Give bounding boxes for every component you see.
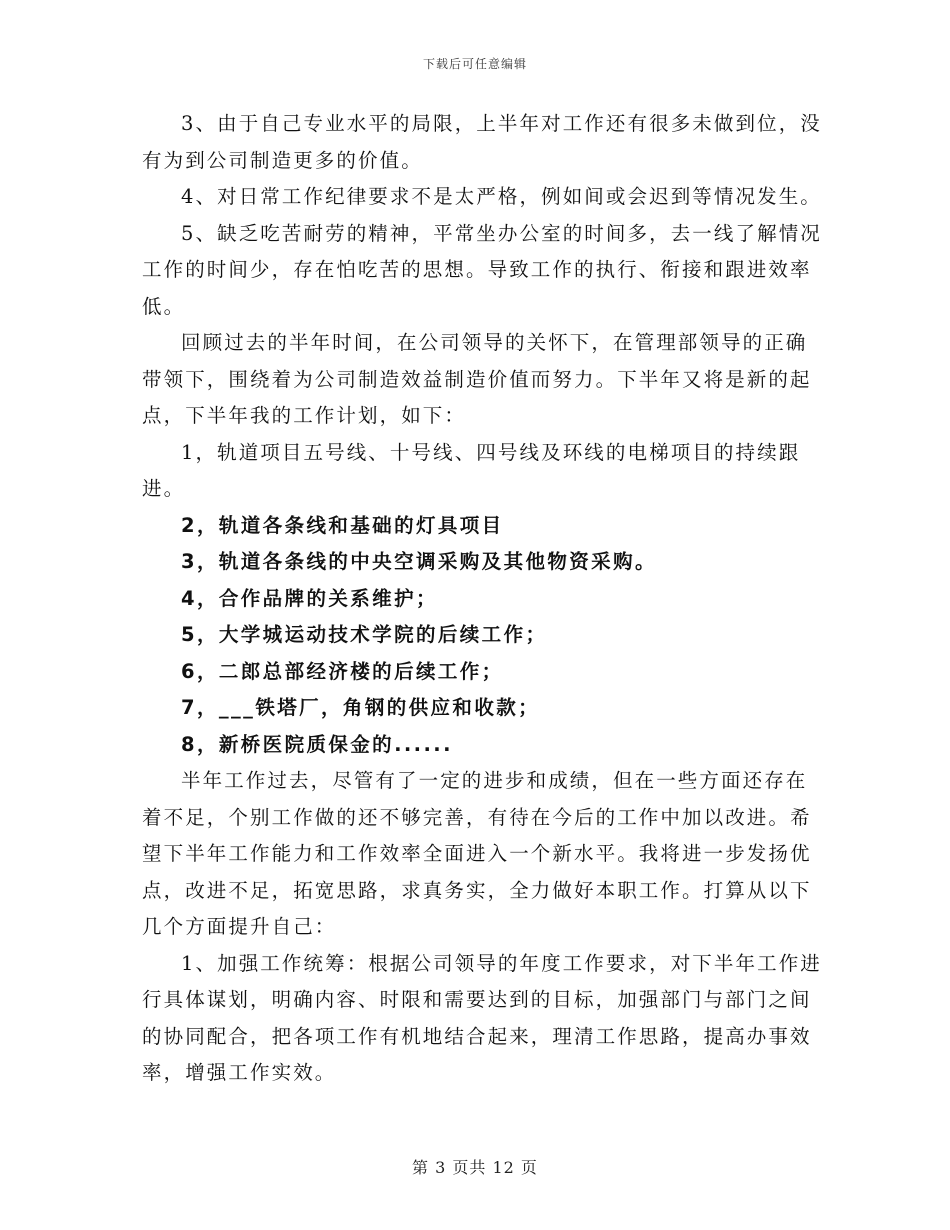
list-item: 5，大学城运动技术学院的后续工作；	[181, 623, 548, 646]
list-item: 1，轨道项目五号线、十号线、四号线及环线的电梯项目的持续跟进。	[142, 440, 801, 500]
list-item: 2，轨道各条线和基础的灯具项目	[181, 513, 504, 537]
page-header: 下载后可任意编辑	[422, 57, 527, 71]
page-footer: 第 3 页共 12 页	[412, 1158, 538, 1177]
paragraph: 半年工作过去，尽管有了一定的进步和成绩，但在一些方面还存在着不足，个别工作做的还不够完善，有待在今后的工作中加以改进。希望下半年工作能力和工作效率全面进入一个新水平。我将进一步发扬优点，改进不足，拓宽思路，求真务实，全力做好本职工作。打算从以下几个方面提升自己：	[142, 769, 812, 938]
paragraph: 4、对日常工作纪律要求不是太严格，例如间或会迟到等情况发生。	[181, 185, 822, 208]
list-item: 8，新桥医院质保金的......	[181, 732, 453, 756]
list-item: 7，___铁塔厂，角钢的供应和收款；	[181, 696, 541, 719]
paragraph: 回顾过去的半年时间，在公司领导的关怀下，在管理部领导的正确带领下，围绕着为公司制造效益制造价值而努力。下半年又将是新的起点，下半年我的工作计划，如下：	[142, 331, 812, 427]
document-body	[142, 106, 822, 1092]
paragraph: 1、加强工作统筹：根据公司领导的年度工作要求，对下半年工作进行具体谋划，明确内容、时限和需要达到的目标，加强部门与部门之间的协同配合，把各项工作有机地结合起来，理清工作思路，提高办事效率，增强工作实效。	[142, 951, 822, 1084]
paragraph: 3、由于自己专业水平的局限，上半年对工作还有很多未做到位，没有为到公司制造更多的价值。	[142, 112, 822, 172]
list-item: 6，二郎总部经济楼的后续工作；	[181, 659, 504, 683]
list-item: 3，轨道各条线的中央空调采购及其他物资采购。	[181, 550, 657, 573]
paragraph: 5、缺乏吃苦耐劳的精神，平常坐办公室的时间多，去一线了解情况工作的时间少，存在怕吃苦的思想。导致工作的执行、衔接和跟进效率低。	[142, 221, 822, 318]
list-item: 4，合作品牌的关系维护；	[181, 586, 438, 610]
